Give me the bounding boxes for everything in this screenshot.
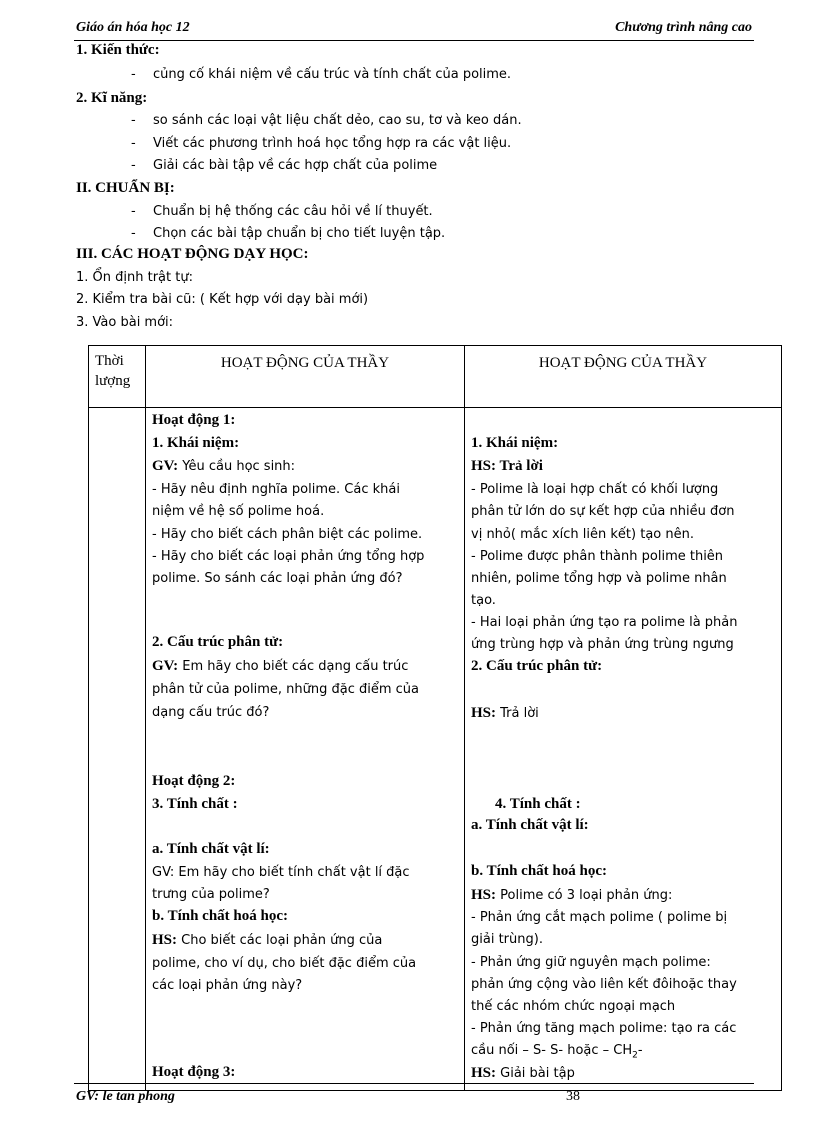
teacher-line: - Hãy cho biết các loại phản ứng tổng hợp xyxy=(152,549,425,564)
header-time: Thời lượng xyxy=(89,346,146,408)
topic-heading: 2. Cấu trúc phân tử: xyxy=(471,658,603,674)
teacher-line: phân tử của polime, những đặc điểm của xyxy=(152,682,419,697)
student-line: thế các nhóm chức ngoại mạch xyxy=(471,999,676,1014)
student-line: - Hai loại phản ứng tạo ra polime là phản xyxy=(471,615,738,630)
teacher-line: - Hãy cho biết cách phân biệt các polime. xyxy=(152,527,423,542)
student-line: phản ứng cộng vào liên kết đôihoặc thay xyxy=(471,977,737,992)
header-program: Chương trình nâng cao xyxy=(615,20,752,35)
footer-rule xyxy=(74,1083,754,1084)
topic-heading: b. Tính chất hoá học: xyxy=(152,908,289,924)
header-subject: Giáo án hóa học 12 xyxy=(76,20,190,35)
lesson-table xyxy=(88,345,782,1091)
step-line: 1. Ổn định trật tự: xyxy=(76,270,193,285)
student-line: - Phản ứng giữ nguyên mạch polime: xyxy=(471,955,711,970)
teacher-line: HS: Cho biết các loại phản ứng của xyxy=(152,932,383,948)
teacher-cell xyxy=(146,408,465,1091)
activity-heading: Hoạt động 3: xyxy=(152,1064,236,1080)
topic-heading: 1. Khái niệm: xyxy=(152,435,240,451)
step-line: 3. Vào bài mới: xyxy=(76,315,174,330)
table-body-row xyxy=(89,408,782,1091)
student-line: ứng trùng hợp và phản ứng trùng ngưng xyxy=(471,637,734,652)
topic-heading: a. Tính chất vật lí: xyxy=(471,817,589,833)
bullet-item: - Viết các phương trình hoá học tổng hợp ra các vật liệu. xyxy=(131,136,512,151)
header-teacher: HOẠT ĐỘNG CỦA THẦY xyxy=(146,346,465,408)
student-line: HS: Polime có 3 loại phản ứng: xyxy=(471,887,673,903)
topic-heading: 3. Tính chất : xyxy=(152,796,238,812)
student-line: - Phản ứng cắt mạch polime ( polime bị xyxy=(471,910,728,925)
student-line: HS: Trả lời xyxy=(471,458,543,474)
student-line: giải trùng). xyxy=(471,932,543,947)
teacher-line: - Hãy nêu định nghĩa polime. Các khái xyxy=(152,482,400,497)
student-line: - Polime được phân thành polime thiên xyxy=(471,549,724,564)
step-line: 2. Kiểm tra bài cũ: ( Kết hợp với dạy bài mới) xyxy=(76,292,369,307)
student-line: HS: Giải bài tập xyxy=(471,1065,575,1081)
activity-heading: Hoạt động 2: xyxy=(152,773,236,789)
student-line: HS: Trả lời xyxy=(471,705,539,721)
page-number: 38 xyxy=(566,1089,580,1104)
section-preparation-title: II. CHUẨN BỊ: xyxy=(76,180,175,196)
student-cell xyxy=(465,408,782,1091)
teacher-line: niệm về hệ số polime hoá. xyxy=(152,504,325,519)
topic-heading: 1. Khái niệm: xyxy=(471,435,559,451)
bullet-item: - Giải các bài tập về các hợp chất của polime xyxy=(131,158,438,173)
bullet-item: - củng cố khái niệm về cấu trúc và tính chất của polime. xyxy=(131,67,512,82)
teacher-line: polime. So sánh các loại phản ứng đó? xyxy=(152,571,403,586)
student-line: - Phản ứng tăng mạch polime: tạo ra các xyxy=(471,1021,737,1036)
section-knowledge-title: 1. Kiến thức: xyxy=(76,42,160,58)
section-activities-title: III. CÁC HOẠT ĐỘNG DẠY HỌC: xyxy=(76,246,309,262)
teacher-line: GV: Em hãy cho biết tính chất vật lí đặc xyxy=(152,865,410,880)
teacher-line: GV: Em hãy cho biết các dạng cấu trúc xyxy=(152,658,409,674)
time-cell xyxy=(89,408,146,1091)
student-line: cầu nối – S- S- hoặc – $CH_2-$ xyxy=(471,1043,643,1061)
topic-heading: b. Tính chất hoá học: xyxy=(471,863,608,879)
footer-author: GV: le tan phong xyxy=(76,1089,175,1104)
student-line: - Polime là loại hợp chất có khối lượng xyxy=(471,482,719,497)
teacher-line: các loại phản ứng này? xyxy=(152,978,303,993)
topic-heading: a. Tính chất vật lí: xyxy=(152,841,270,857)
teacher-line: dạng cấu trúc đó? xyxy=(152,705,270,720)
teacher-line: GV: Yêu cầu học sinh: xyxy=(152,458,296,474)
student-line: phân tử lớn do sự kết hợp của nhiều đơn xyxy=(471,504,735,519)
topic-heading: 2. Cấu trúc phân tử: xyxy=(152,634,284,650)
teacher-line: polime, cho ví dụ, cho biết đặc điểm của xyxy=(152,956,417,971)
bullet-item: - so sánh các loại vật liệu chất dẻo, cao su, tơ và keo dán. xyxy=(131,113,522,128)
teacher-line: trưng của polime? xyxy=(152,887,270,902)
topic-heading: 4. Tính chất : xyxy=(495,796,581,812)
header-rule xyxy=(74,40,754,41)
student-line: nhiên, polime tổng hợp và polime nhân xyxy=(471,571,727,586)
student-line: tạo. xyxy=(471,593,496,608)
bullet-item: - Chọn các bài tập chuẩn bị cho tiết luyện tập. xyxy=(131,226,446,241)
bullet-item: - Chuẩn bị hệ thống các câu hỏi về lí thuyết. xyxy=(131,204,433,219)
student-line: vị nhỏ( mắc xích liên kết) tạo nên. xyxy=(471,527,694,542)
activity-heading: Hoạt động 1: xyxy=(152,412,236,428)
table-header-row xyxy=(89,346,782,408)
section-skills-title: 2. Kĩ năng: xyxy=(76,90,148,106)
header-student: HOẠT ĐỘNG CỦA THẦY xyxy=(465,346,782,408)
